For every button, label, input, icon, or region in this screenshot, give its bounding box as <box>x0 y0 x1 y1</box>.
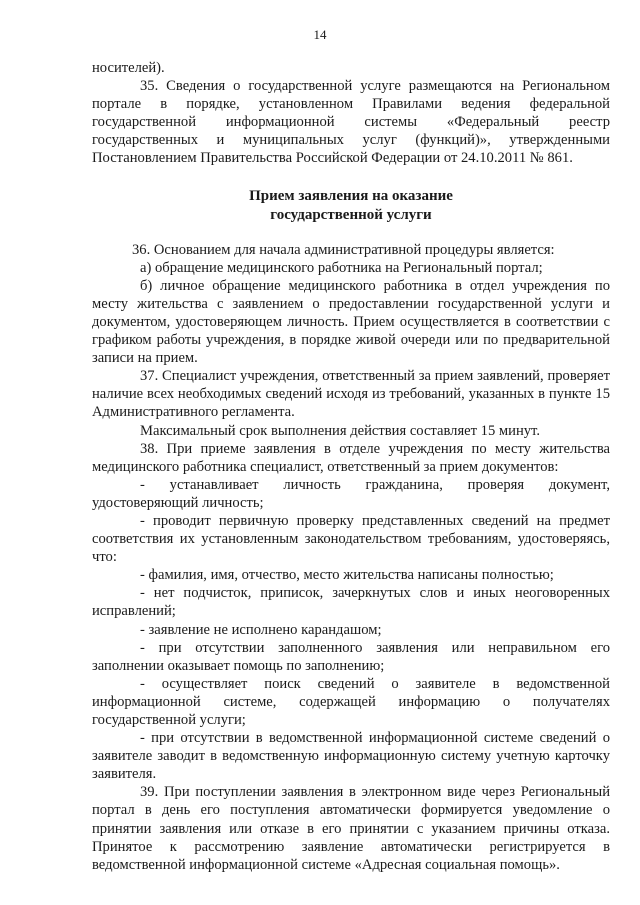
section-heading <box>92 187 610 225</box>
paragraph-38-g: - осуществляет поиск сведений о заявителе в ведомственной информационной системе, содержащей информацию о получателях государственной услуги; <box>92 675 610 728</box>
paragraph-38-b: - проводит первичную проверку представленных сведений на предмет соответствия их установленным законодательством требованиям, удостоверяясь, что: <box>92 512 610 566</box>
paragraph-39: 39. При поступлении заявления в электронном виде через Региональный портал в день его поступления автоматически формируется уведомление о принятии заявления или отказе в его принятии с указанием причины отказа. Принятое к рассмотрению заявление автоматически регистрируется в ведомственной информационной системе «Адресная социальная помощь». <box>92 784 610 873</box>
paragraph-38: 38. При приеме заявления в отделе учреждения по месту жительства медицинского работника специалист, ответственный за прием документов: <box>92 440 610 475</box>
document-body <box>92 59 610 874</box>
paragraph-36-a: а) обращение медицинского работника на Региональный портал; <box>140 259 543 276</box>
paragraph-37: 37. Специалист учреждения, ответственный за прием заявлений, проверяет наличие всех необходимых сведений исходя из требований, указанных в пункте 15 Административного регламента. <box>92 368 610 421</box>
paragraph-continuation: носителей). <box>92 60 165 76</box>
paragraph-38-e: - заявление не исполнено карандашом; <box>140 621 382 638</box>
paragraph-38-c: - фамилия, имя, отчество, место жительства написаны полностью; <box>140 567 554 584</box>
heading-line-2: государственной услуги <box>270 206 432 223</box>
heading-line-1: Прием заявления на оказание <box>249 187 453 204</box>
page-number: 14 <box>313 27 327 42</box>
paragraph-36-b: б) личное обращение медицинского работника в отдел учреждения по месту жительства с заявлением о предоставлении государственной услуги и документом, удостоверяющем личность. Прием осуществляется в соответствии с графиком работы учреждения, в порядке живой очереди или по предварительной записи на прием. <box>92 277 610 367</box>
paragraph-35: 35. Сведения о государственной услуге размещаются на Региональном портале в порядке, установленном Правилами ведения федеральной государственной информационной системы «Федеральный реестр государственных и муниципальных услуг (функций)», утвержденными Постановлением Правительства Российской Федерации от 24.10.2011 № 861. <box>92 78 610 167</box>
paragraph-38-h: - при отсутствии в ведомственной информационной системе сведений о заявителе заводит в ведомственную информационную систему учетную карточку заявителя. <box>92 730 610 783</box>
paragraph-38-f: - при отсутствии заполненного заявления или неправильном его заполнении оказывает помощь по заполнению; <box>92 639 610 674</box>
paragraph-36: 36. Основанием для начала административной процедуры является: <box>132 241 555 258</box>
paragraph-37-b: Максимальный срок выполнения действия составляет 15 минут. <box>140 422 540 439</box>
paragraph-38-a: - устанавливает личность гражданина, проверяя документ, удостоверяющий личность; <box>92 476 610 511</box>
paragraph-38-d: - нет подчисток, приписок, зачеркнутых слов и иных неоговоренных исправлений; <box>92 585 610 620</box>
